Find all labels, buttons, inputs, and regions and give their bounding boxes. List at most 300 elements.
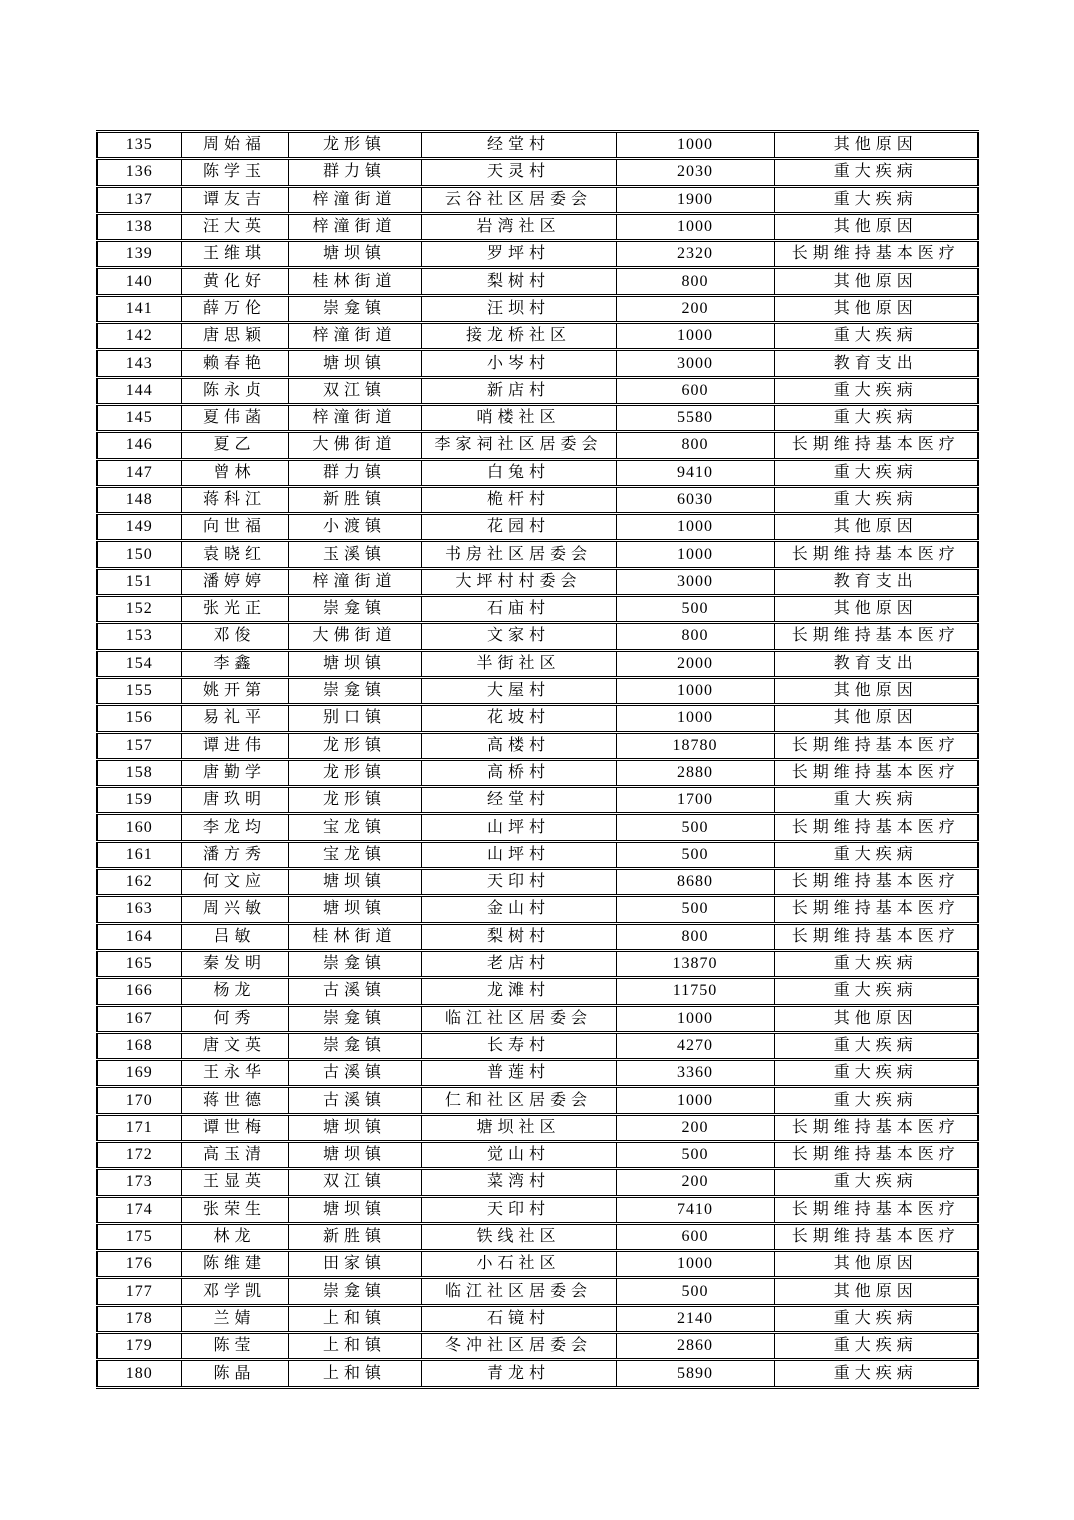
table-row: [97, 350, 978, 377]
table-cell-town: 古溪镇: [288, 1060, 421, 1087]
table-cell-reason: 其他原因: [774, 677, 978, 704]
table-row: [97, 1141, 978, 1168]
table-cell-village: 菜湾村: [421, 1169, 616, 1196]
table-cell-village: 老店村: [421, 950, 616, 977]
table-cell-name: 王显英: [181, 1169, 288, 1196]
table-cell-village: 梨树村: [421, 923, 616, 950]
table-cell-amount: 1000: [616, 705, 774, 732]
table-cell-village: 小石社区: [421, 1251, 616, 1278]
table-row: [97, 568, 978, 595]
table-cell-village: 经堂村: [421, 132, 616, 159]
table-cell-name: 兰婧: [181, 1305, 288, 1332]
table-cell-amount: 800: [616, 623, 774, 650]
table-cell-index: 152: [97, 596, 181, 623]
table-cell-village: 云谷社区居委会: [421, 186, 616, 213]
table-cell-amount: 2880: [616, 759, 774, 786]
table-row: [97, 650, 978, 677]
table-cell-village: 梨树村: [421, 268, 616, 295]
table-cell-amount: 2140: [616, 1305, 774, 1332]
table-cell-town: 塘坝镇: [288, 650, 421, 677]
table-cell-name: 向世福: [181, 514, 288, 541]
table-row: [97, 486, 978, 513]
table-cell-name: 高玉清: [181, 1141, 288, 1168]
table-cell-village: 书房社区居委会: [421, 541, 616, 568]
table-cell-reason: 其他原因: [774, 1251, 978, 1278]
table-row: [97, 623, 978, 650]
table-cell-town: 小渡镇: [288, 514, 421, 541]
table-row: [97, 541, 978, 568]
table-cell-index: 169: [97, 1060, 181, 1087]
table-cell-name: 何秀: [181, 1005, 288, 1032]
table-row: [97, 459, 978, 486]
table-row: [97, 1060, 978, 1087]
table-cell-index: 142: [97, 323, 181, 350]
table-cell-village: 李家祠社区居委会: [421, 432, 616, 459]
table-cell-village: 临江社区居委会: [421, 1278, 616, 1305]
table-cell-town: 塘坝镇: [288, 241, 421, 268]
table-cell-name: 陈永贞: [181, 377, 288, 404]
table-cell-reason: 其他原因: [774, 1005, 978, 1032]
table-cell-reason: 其他原因: [774, 596, 978, 623]
table-cell-town: 梓潼街道: [288, 323, 421, 350]
table-cell-reason: 重大疾病: [774, 377, 978, 404]
table-cell-name: 杨龙: [181, 978, 288, 1005]
table-cell-reason: 长期维持基本医疗: [774, 432, 978, 459]
table-cell-name: 陈学玉: [181, 159, 288, 186]
table-cell-index: 178: [97, 1305, 181, 1332]
table-cell-reason: 重大疾病: [774, 841, 978, 868]
table-cell-village: 石庙村: [421, 596, 616, 623]
table-cell-name: 周兴敏: [181, 896, 288, 923]
table-cell-village: 觉山村: [421, 1141, 616, 1168]
table-cell-name: 易礼平: [181, 705, 288, 732]
table-cell-amount: 3360: [616, 1060, 774, 1087]
table-cell-amount: 2860: [616, 1333, 774, 1360]
table-cell-name: 陈维建: [181, 1251, 288, 1278]
table-cell-village: 汪坝村: [421, 295, 616, 322]
table-cell-reason: 其他原因: [774, 295, 978, 322]
table-cell-village: 龙滩村: [421, 978, 616, 1005]
table-cell-reason: 重大疾病: [774, 1060, 978, 1087]
table-row: [97, 596, 978, 623]
table-row: [97, 705, 978, 732]
table-cell-reason: 教育支出: [774, 650, 978, 677]
table-row: [97, 1196, 978, 1223]
table-cell-name: 唐文英: [181, 1032, 288, 1059]
table-row: [97, 1251, 978, 1278]
table-cell-index: 146: [97, 432, 181, 459]
table-cell-reason: 其他原因: [774, 1278, 978, 1305]
table-cell-name: 潘方秀: [181, 841, 288, 868]
table-cell-name: 唐思颖: [181, 323, 288, 350]
table-cell-index: 143: [97, 350, 181, 377]
table-cell-name: 邓学凯: [181, 1278, 288, 1305]
table-cell-index: 170: [97, 1087, 181, 1114]
table-cell-index: 166: [97, 978, 181, 1005]
table-cell-index: 150: [97, 541, 181, 568]
table-cell-index: 157: [97, 732, 181, 759]
table-cell-reason: 长期维持基本医疗: [774, 1223, 978, 1250]
table-cell-amount: 3000: [616, 350, 774, 377]
table-row: [97, 896, 978, 923]
table-cell-reason: 重大疾病: [774, 978, 978, 1005]
table-cell-town: 龙形镇: [288, 787, 421, 814]
table-cell-amount: 8680: [616, 869, 774, 896]
table-cell-town: 上和镇: [288, 1360, 421, 1387]
table-cell-index: 140: [97, 268, 181, 295]
table-cell-reason: 长期维持基本医疗: [774, 1114, 978, 1141]
table-cell-village: 长寿村: [421, 1032, 616, 1059]
table-cell-town: 塘坝镇: [288, 1141, 421, 1168]
table-cell-amount: 1000: [616, 323, 774, 350]
table-cell-name: 李龙均: [181, 814, 288, 841]
table-cell-index: 156: [97, 705, 181, 732]
table-cell-amount: 500: [616, 1278, 774, 1305]
table-row: [97, 268, 978, 295]
table-row: [97, 732, 978, 759]
table-cell-village: 冬冲社区居委会: [421, 1333, 616, 1360]
table-cell-index: 149: [97, 514, 181, 541]
table-cell-amount: 2030: [616, 159, 774, 186]
table-cell-index: 171: [97, 1114, 181, 1141]
table-cell-reason: 重大疾病: [774, 404, 978, 431]
table-row: [97, 1087, 978, 1114]
table-row: [97, 1032, 978, 1059]
table-cell-village: 桅杆村: [421, 486, 616, 513]
table-cell-town: 塘坝镇: [288, 896, 421, 923]
table-cell-village: 青龙村: [421, 1360, 616, 1387]
table-cell-index: 138: [97, 213, 181, 240]
table-row: [97, 1114, 978, 1141]
table-cell-reason: 长期维持基本医疗: [774, 623, 978, 650]
table-cell-town: 大佛街道: [288, 432, 421, 459]
table-row: [97, 1305, 978, 1332]
table-cell-amount: 600: [616, 1223, 774, 1250]
table-cell-index: 159: [97, 787, 181, 814]
table-cell-village: 接龙桥社区: [421, 323, 616, 350]
table-cell-reason: 重大疾病: [774, 459, 978, 486]
table-row: [97, 869, 978, 896]
table-cell-name: 吕敏: [181, 923, 288, 950]
table-cell-amount: 1900: [616, 186, 774, 213]
table-cell-town: 古溪镇: [288, 978, 421, 1005]
table-cell-amount: 1000: [616, 541, 774, 568]
table-cell-name: 何文应: [181, 869, 288, 896]
table-cell-village: 花坡村: [421, 705, 616, 732]
table-cell-amount: 200: [616, 1114, 774, 1141]
table-cell-index: 161: [97, 841, 181, 868]
records-table-body: [97, 132, 978, 1388]
table-cell-amount: 13870: [616, 950, 774, 977]
table-cell-index: 139: [97, 241, 181, 268]
table-cell-village: 大坪村村委会: [421, 568, 616, 595]
table-cell-index: 151: [97, 568, 181, 595]
table-cell-index: 137: [97, 186, 181, 213]
table-cell-town: 梓潼街道: [288, 186, 421, 213]
table-cell-name: 周始福: [181, 132, 288, 159]
table-cell-amount: 7410: [616, 1196, 774, 1223]
table-cell-index: 136: [97, 159, 181, 186]
table-cell-village: 半街社区: [421, 650, 616, 677]
table-cell-amount: 1000: [616, 514, 774, 541]
table-cell-index: 162: [97, 869, 181, 896]
table-cell-reason: 长期维持基本医疗: [774, 814, 978, 841]
table-cell-name: 汪大英: [181, 213, 288, 240]
table-cell-reason: 其他原因: [774, 705, 978, 732]
table-cell-village: 天灵村: [421, 159, 616, 186]
table-cell-amount: 1000: [616, 1251, 774, 1278]
table-cell-index: 155: [97, 677, 181, 704]
table-cell-index: 154: [97, 650, 181, 677]
table-cell-amount: 500: [616, 896, 774, 923]
table-cell-village: 普莲村: [421, 1060, 616, 1087]
table-cell-reason: 重大疾病: [774, 1360, 978, 1387]
table-cell-name: 张光正: [181, 596, 288, 623]
table-cell-index: 144: [97, 377, 181, 404]
table-cell-index: 175: [97, 1223, 181, 1250]
table-cell-village: 石镜村: [421, 1305, 616, 1332]
table-cell-reason: 重大疾病: [774, 1305, 978, 1332]
table-cell-village: 高桥村: [421, 759, 616, 786]
table-cell-amount: 500: [616, 841, 774, 868]
table-cell-reason: 重大疾病: [774, 1032, 978, 1059]
table-cell-name: 陈莹: [181, 1333, 288, 1360]
table-cell-town: 龙形镇: [288, 759, 421, 786]
table-cell-village: 岩湾社区: [421, 213, 616, 240]
table-cell-reason: 重大疾病: [774, 186, 978, 213]
table-row: [97, 377, 978, 404]
table-cell-village: 临江社区居委会: [421, 1005, 616, 1032]
table-cell-reason: 其他原因: [774, 514, 978, 541]
table-row: [97, 950, 978, 977]
table-cell-town: 崇龛镇: [288, 677, 421, 704]
table-cell-name: 袁晓红: [181, 541, 288, 568]
table-cell-index: 167: [97, 1005, 181, 1032]
table-cell-index: 158: [97, 759, 181, 786]
table-cell-name: 张荣生: [181, 1196, 288, 1223]
records-table: [96, 130, 979, 1389]
table-row: [97, 759, 978, 786]
table-cell-town: 别口镇: [288, 705, 421, 732]
table-cell-reason: 教育支出: [774, 568, 978, 595]
table-cell-amount: 800: [616, 432, 774, 459]
table-cell-reason: 其他原因: [774, 213, 978, 240]
table-cell-index: 173: [97, 1169, 181, 1196]
table-row: [97, 1005, 978, 1032]
table-cell-amount: 1000: [616, 1087, 774, 1114]
table-cell-reason: 其他原因: [774, 268, 978, 295]
table-cell-name: 薛万伦: [181, 295, 288, 322]
table-cell-town: 田家镇: [288, 1251, 421, 1278]
table-row: [97, 814, 978, 841]
table-cell-village: 小岑村: [421, 350, 616, 377]
table-row: [97, 213, 978, 240]
table-row: [97, 677, 978, 704]
table-row: [97, 295, 978, 322]
table-row: [97, 404, 978, 431]
table-cell-town: 桂林街道: [288, 268, 421, 295]
table-cell-town: 新胜镇: [288, 486, 421, 513]
table-cell-amount: 6030: [616, 486, 774, 513]
table-row: [97, 1360, 978, 1387]
table-cell-town: 崇龛镇: [288, 1005, 421, 1032]
table-cell-index: 176: [97, 1251, 181, 1278]
table-cell-name: 唐勤学: [181, 759, 288, 786]
table-cell-amount: 18780: [616, 732, 774, 759]
table-cell-reason: 长期维持基本医疗: [774, 759, 978, 786]
table-cell-reason: 重大疾病: [774, 1087, 978, 1114]
table-cell-town: 崇龛镇: [288, 1032, 421, 1059]
table-cell-amount: 800: [616, 923, 774, 950]
table-cell-amount: 4270: [616, 1032, 774, 1059]
table-cell-reason: 重大疾病: [774, 486, 978, 513]
table-cell-amount: 1000: [616, 1005, 774, 1032]
table-cell-town: 梓潼街道: [288, 568, 421, 595]
table-cell-name: 秦发明: [181, 950, 288, 977]
table-row: [97, 787, 978, 814]
table-cell-name: 黄化好: [181, 268, 288, 295]
table-cell-reason: 长期维持基本医疗: [774, 541, 978, 568]
table-cell-town: 上和镇: [288, 1305, 421, 1332]
table-cell-amount: 1000: [616, 677, 774, 704]
table-row: [97, 1333, 978, 1360]
table-cell-name: 蒋科江: [181, 486, 288, 513]
table-cell-amount: 9410: [616, 459, 774, 486]
table-cell-town: 新胜镇: [288, 1223, 421, 1250]
table-row: [97, 323, 978, 350]
table-cell-index: 179: [97, 1333, 181, 1360]
table-cell-village: 大屋村: [421, 677, 616, 704]
table-cell-village: 铁线社区: [421, 1223, 616, 1250]
table-cell-village: 天印村: [421, 1196, 616, 1223]
table-cell-town: 崇龛镇: [288, 295, 421, 322]
table-cell-village: 天印村: [421, 869, 616, 896]
table-cell-village: 山坪村: [421, 814, 616, 841]
table-cell-name: 夏伟菡: [181, 404, 288, 431]
table-cell-reason: 教育支出: [774, 350, 978, 377]
table-cell-town: 双江镇: [288, 1169, 421, 1196]
table-cell-town: 大佛街道: [288, 623, 421, 650]
table-cell-amount: 3000: [616, 568, 774, 595]
table-cell-reason: 重大疾病: [774, 950, 978, 977]
table-cell-town: 上和镇: [288, 1333, 421, 1360]
table-cell-amount: 200: [616, 1169, 774, 1196]
table-row: [97, 159, 978, 186]
table-cell-name: 谭世梅: [181, 1114, 288, 1141]
table-cell-amount: 800: [616, 268, 774, 295]
table-cell-village: 金山村: [421, 896, 616, 923]
table-cell-index: 145: [97, 404, 181, 431]
table-cell-amount: 2000: [616, 650, 774, 677]
table-cell-village: 经堂村: [421, 787, 616, 814]
table-cell-index: 153: [97, 623, 181, 650]
table-row: [97, 241, 978, 268]
table-cell-name: 唐玖明: [181, 787, 288, 814]
table-cell-village: 文家村: [421, 623, 616, 650]
table-cell-town: 龙形镇: [288, 732, 421, 759]
table-cell-index: 174: [97, 1196, 181, 1223]
table-cell-town: 双江镇: [288, 377, 421, 404]
table-cell-town: 桂林街道: [288, 923, 421, 950]
table-cell-amount: 1000: [616, 132, 774, 159]
table-row: [97, 978, 978, 1005]
table-cell-town: 崇龛镇: [288, 1278, 421, 1305]
table-cell-index: 148: [97, 486, 181, 513]
table-cell-index: 164: [97, 923, 181, 950]
table-cell-town: 群力镇: [288, 459, 421, 486]
table-cell-town: 古溪镇: [288, 1087, 421, 1114]
table-cell-amount: 200: [616, 295, 774, 322]
table-cell-reason: 重大疾病: [774, 323, 978, 350]
table-cell-name: 姚开第: [181, 677, 288, 704]
table-cell-village: 塘坝社区: [421, 1114, 616, 1141]
table-cell-village: 仁和社区居委会: [421, 1087, 616, 1114]
table-cell-index: 177: [97, 1278, 181, 1305]
table-cell-name: 谭友吉: [181, 186, 288, 213]
table-cell-name: 潘婷婷: [181, 568, 288, 595]
table-cell-town: 玉溪镇: [288, 541, 421, 568]
table-cell-reason: 重大疾病: [774, 1169, 978, 1196]
table-cell-amount: 11750: [616, 978, 774, 1005]
table-row: [97, 841, 978, 868]
table-row: [97, 514, 978, 541]
table-cell-index: 135: [97, 132, 181, 159]
table-cell-town: 梓潼街道: [288, 213, 421, 240]
table-cell-village: 罗坪村: [421, 241, 616, 268]
table-row: [97, 1169, 978, 1196]
table-cell-reason: 长期维持基本医疗: [774, 732, 978, 759]
table-cell-reason: 重大疾病: [774, 1333, 978, 1360]
table-cell-index: 160: [97, 814, 181, 841]
table-cell-name: 夏乙: [181, 432, 288, 459]
table-cell-amount: 500: [616, 596, 774, 623]
table-cell-name: 王维琪: [181, 241, 288, 268]
table-cell-index: 165: [97, 950, 181, 977]
table-row: [97, 1278, 978, 1305]
table-cell-town: 塘坝镇: [288, 1196, 421, 1223]
table-cell-reason: 长期维持基本医疗: [774, 1141, 978, 1168]
table-row: [97, 923, 978, 950]
table-cell-reason: 重大疾病: [774, 159, 978, 186]
table-cell-town: 塘坝镇: [288, 350, 421, 377]
table-cell-index: 141: [97, 295, 181, 322]
table-cell-name: 蒋世德: [181, 1087, 288, 1114]
table-cell-village: 山坪村: [421, 841, 616, 868]
table-cell-index: 172: [97, 1141, 181, 1168]
table-cell-index: 147: [97, 459, 181, 486]
table-cell-town: 塘坝镇: [288, 1114, 421, 1141]
table-cell-index: 168: [97, 1032, 181, 1059]
table-cell-amount: 1700: [616, 787, 774, 814]
table-cell-town: 塘坝镇: [288, 869, 421, 896]
table-cell-amount: 500: [616, 1141, 774, 1168]
table-cell-town: 崇龛镇: [288, 950, 421, 977]
table-cell-town: 梓潼街道: [288, 404, 421, 431]
table-cell-reason: 长期维持基本医疗: [774, 923, 978, 950]
table-cell-village: 白兔村: [421, 459, 616, 486]
table-row: [97, 132, 978, 159]
table-cell-village: 新店村: [421, 377, 616, 404]
table-cell-town: 宝龙镇: [288, 841, 421, 868]
table-cell-amount: 500: [616, 814, 774, 841]
table-cell-name: 谭进伟: [181, 732, 288, 759]
table-cell-amount: 5580: [616, 404, 774, 431]
table-cell-town: 群力镇: [288, 159, 421, 186]
table-cell-name: 曾林: [181, 459, 288, 486]
table-cell-name: 王永华: [181, 1060, 288, 1087]
table-cell-village: 哨楼社区: [421, 404, 616, 431]
table-cell-amount: 600: [616, 377, 774, 404]
